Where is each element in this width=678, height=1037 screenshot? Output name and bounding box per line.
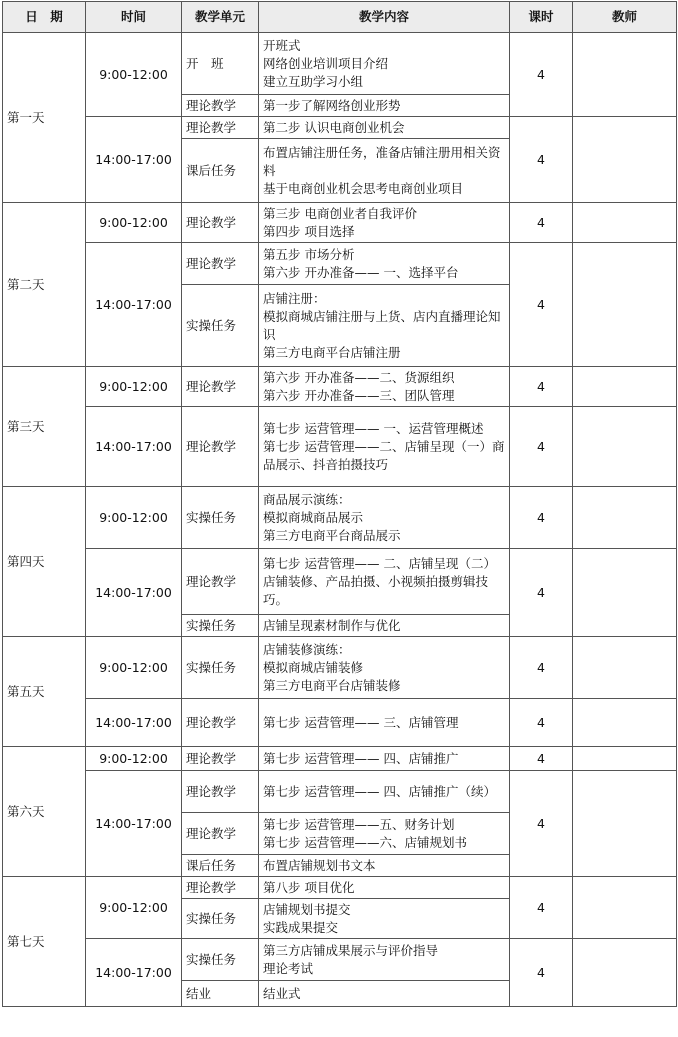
session-hours: 4 [510, 243, 573, 367]
session-time: 14:00-17:00 [86, 939, 182, 1007]
content-line: 模拟商城店铺装修 [263, 659, 364, 675]
content-line: 模拟商城商品展示 [263, 509, 364, 525]
teacher-cell [573, 637, 677, 699]
session-hours: 4 [510, 877, 573, 939]
schedule-table [2, 1, 677, 1007]
teaching-content [259, 285, 510, 367]
table-row [3, 699, 677, 747]
teaching-unit: 理论教学 [182, 877, 259, 899]
teaching-content [259, 981, 510, 1007]
table-row [3, 487, 677, 549]
content-line: 第三方电商平台店铺注册 [263, 344, 401, 360]
session-time: 9:00-12:00 [86, 637, 182, 699]
teaching-content [259, 203, 510, 243]
content-line: 第七步 运营管理——二、店铺呈现（一）商品展示、抖音拍摄技巧 [263, 438, 505, 472]
teacher-cell [573, 747, 677, 771]
content-line: 第七步 运营管理—— 三、店铺管理 [263, 714, 459, 730]
teaching-unit: 理论教学 [182, 203, 259, 243]
header-time: 时间 [86, 2, 182, 33]
teacher-cell [573, 117, 677, 203]
content-line: 第三方电商平台商品展示 [263, 527, 401, 543]
teaching-content [259, 615, 510, 637]
teaching-unit: 理论教学 [182, 243, 259, 285]
session-time: 9:00-12:00 [86, 487, 182, 549]
teaching-unit: 实操任务 [182, 615, 259, 637]
teaching-unit: 实操任务 [182, 285, 259, 367]
teaching-unit: 课后任务 [182, 855, 259, 877]
content-line: 店铺规划书提交 [263, 901, 351, 917]
content-line: 模拟商城店铺注册与上货、店内直播理论知识 [263, 308, 501, 342]
content-line: 第七步 运营管理—— 一、运营管理概述 [263, 420, 484, 436]
content-line: 建立互助学习小组 [263, 73, 364, 89]
teaching-unit: 结业 [182, 981, 259, 1007]
table-row [3, 549, 677, 615]
teaching-content [259, 243, 510, 285]
table-row [3, 771, 677, 813]
content-line: 实践成果提交 [263, 919, 339, 935]
teaching-unit: 理论教学 [182, 747, 259, 771]
header-unit: 教学单元 [182, 2, 259, 33]
content-line: 第三方电商平台店铺装修 [263, 677, 401, 693]
teaching-content [259, 699, 510, 747]
teacher-cell [573, 203, 677, 243]
teaching-content [259, 95, 510, 117]
header-content: 教学内容 [259, 2, 510, 33]
content-line: 第七步 运营管理—— 四、店铺推广（续） [263, 783, 496, 799]
header-row [3, 2, 677, 33]
teaching-content [259, 855, 510, 877]
teaching-unit: 课后任务 [182, 139, 259, 203]
header-date: 日 期 [3, 2, 86, 33]
teaching-content [259, 813, 510, 855]
content-line: 第六步 开办准备——三、团队管理 [263, 387, 455, 403]
teacher-cell [573, 487, 677, 549]
teaching-unit: 理论教学 [182, 117, 259, 139]
content-line: 商品展示演练： [263, 491, 351, 507]
teaching-unit: 理论教学 [182, 771, 259, 813]
teaching-unit: 实操任务 [182, 939, 259, 981]
teaching-unit: 实操任务 [182, 487, 259, 549]
content-line: 第七步 运营管理—— 四、店铺推广 [263, 750, 459, 766]
session-hours: 4 [510, 747, 573, 771]
teaching-unit: 实操任务 [182, 899, 259, 939]
teaching-content [259, 549, 510, 615]
content-line: 第三方店铺成果展示与评价指导 [263, 942, 439, 958]
table-row [3, 407, 677, 487]
teaching-unit: 理论教学 [182, 699, 259, 747]
content-line: 基于电商创业机会思考电商创业项目 [263, 180, 464, 196]
teaching-content [259, 637, 510, 699]
teaching-content [259, 771, 510, 813]
session-time: 9:00-12:00 [86, 203, 182, 243]
session-hours: 4 [510, 487, 573, 549]
session-time: 9:00-12:00 [86, 33, 182, 117]
teaching-content [259, 367, 510, 407]
teaching-unit: 理论教学 [182, 95, 259, 117]
teaching-content [259, 939, 510, 981]
session-time: 14:00-17:00 [86, 699, 182, 747]
session-hours: 4 [510, 33, 573, 117]
teaching-content [259, 139, 510, 203]
session-hours: 4 [510, 367, 573, 407]
session-time: 14:00-17:00 [86, 771, 182, 877]
content-line: 开班式 [263, 37, 301, 53]
table-row [3, 367, 677, 407]
content-line: 结业式 [263, 985, 301, 1001]
table-row [3, 243, 677, 285]
content-line: 店铺注册： [263, 290, 326, 306]
content-line: 第八步 项目优化 [263, 879, 355, 895]
schedule-body [3, 33, 677, 1007]
day-label: 第七天 [3, 877, 86, 1007]
day-label: 第四天 [3, 487, 86, 637]
content-line: 店铺呈现素材制作与优化 [263, 617, 401, 633]
table-row [3, 877, 677, 899]
session-time: 9:00-12:00 [86, 877, 182, 939]
session-hours: 4 [510, 549, 573, 637]
day-label: 第三天 [3, 367, 86, 487]
teaching-unit: 理论教学 [182, 367, 259, 407]
session-hours: 4 [510, 203, 573, 243]
table-row [3, 203, 677, 243]
header-teacher: 教师 [573, 2, 677, 33]
session-hours: 4 [510, 407, 573, 487]
content-line: 布置店铺注册任务，准备店铺注册用相关资料 [263, 144, 501, 178]
content-line: 第二步 认识电商创业机会 [263, 119, 405, 135]
day-label: 第二天 [3, 203, 86, 367]
teaching-unit: 实操任务 [182, 637, 259, 699]
teacher-cell [573, 407, 677, 487]
content-line: 网络创业培训项目介绍 [263, 55, 389, 71]
teaching-unit: 开 班 [182, 33, 259, 95]
session-time: 14:00-17:00 [86, 407, 182, 487]
content-line: 布置店铺规划书文本 [263, 857, 376, 873]
content-line: 第七步 运营管理——五、财务计划 [263, 816, 455, 832]
header-hours: 课时 [510, 2, 573, 33]
teaching-content [259, 33, 510, 95]
teacher-cell [573, 699, 677, 747]
session-time: 14:00-17:00 [86, 117, 182, 203]
table-row [3, 747, 677, 771]
teaching-unit: 理论教学 [182, 407, 259, 487]
table-row [3, 939, 677, 981]
session-time: 14:00-17:00 [86, 243, 182, 367]
teaching-unit: 理论教学 [182, 813, 259, 855]
teaching-content [259, 407, 510, 487]
teacher-cell [573, 367, 677, 407]
day-label: 第六天 [3, 747, 86, 877]
table-row [3, 637, 677, 699]
teaching-content [259, 747, 510, 771]
teacher-cell [573, 549, 677, 637]
session-hours: 4 [510, 939, 573, 1007]
teaching-content [259, 877, 510, 899]
session-hours: 4 [510, 771, 573, 877]
session-time: 9:00-12:00 [86, 367, 182, 407]
day-label: 第一天 [3, 33, 86, 203]
teacher-cell [573, 243, 677, 367]
content-line: 第三步 电商创业者自我评价 [263, 205, 417, 221]
content-line: 店铺装修演练： [263, 641, 351, 657]
content-line: 第七步 运营管理—— 二、店铺呈现（二）店铺装修、产品拍摄、小视频拍摄剪辑技巧。 [263, 555, 496, 607]
teaching-unit: 理论教学 [182, 549, 259, 615]
day-label: 第五天 [3, 637, 86, 747]
session-hours: 4 [510, 637, 573, 699]
content-line: 理论考试 [263, 960, 314, 976]
teaching-content [259, 117, 510, 139]
content-line: 第四步 项目选择 [263, 223, 355, 239]
session-time: 9:00-12:00 [86, 747, 182, 771]
content-line: 第六步 开办准备—— 一、选择平台 [263, 264, 459, 280]
teacher-cell [573, 877, 677, 939]
table-row [3, 117, 677, 139]
content-line: 第七步 运营管理——六、店铺规划书 [263, 834, 467, 850]
content-line: 第六步 开办准备——二、货源组织 [263, 369, 455, 385]
session-hours: 4 [510, 699, 573, 747]
teaching-content [259, 899, 510, 939]
content-line: 第一步了解网络创业形势 [263, 97, 401, 113]
teacher-cell [573, 771, 677, 877]
teaching-content [259, 487, 510, 549]
teacher-cell [573, 33, 677, 117]
session-time: 14:00-17:00 [86, 549, 182, 637]
content-line: 第五步 市场分析 [263, 246, 355, 262]
teacher-cell [573, 939, 677, 1007]
table-row [3, 33, 677, 95]
session-hours: 4 [510, 117, 573, 203]
